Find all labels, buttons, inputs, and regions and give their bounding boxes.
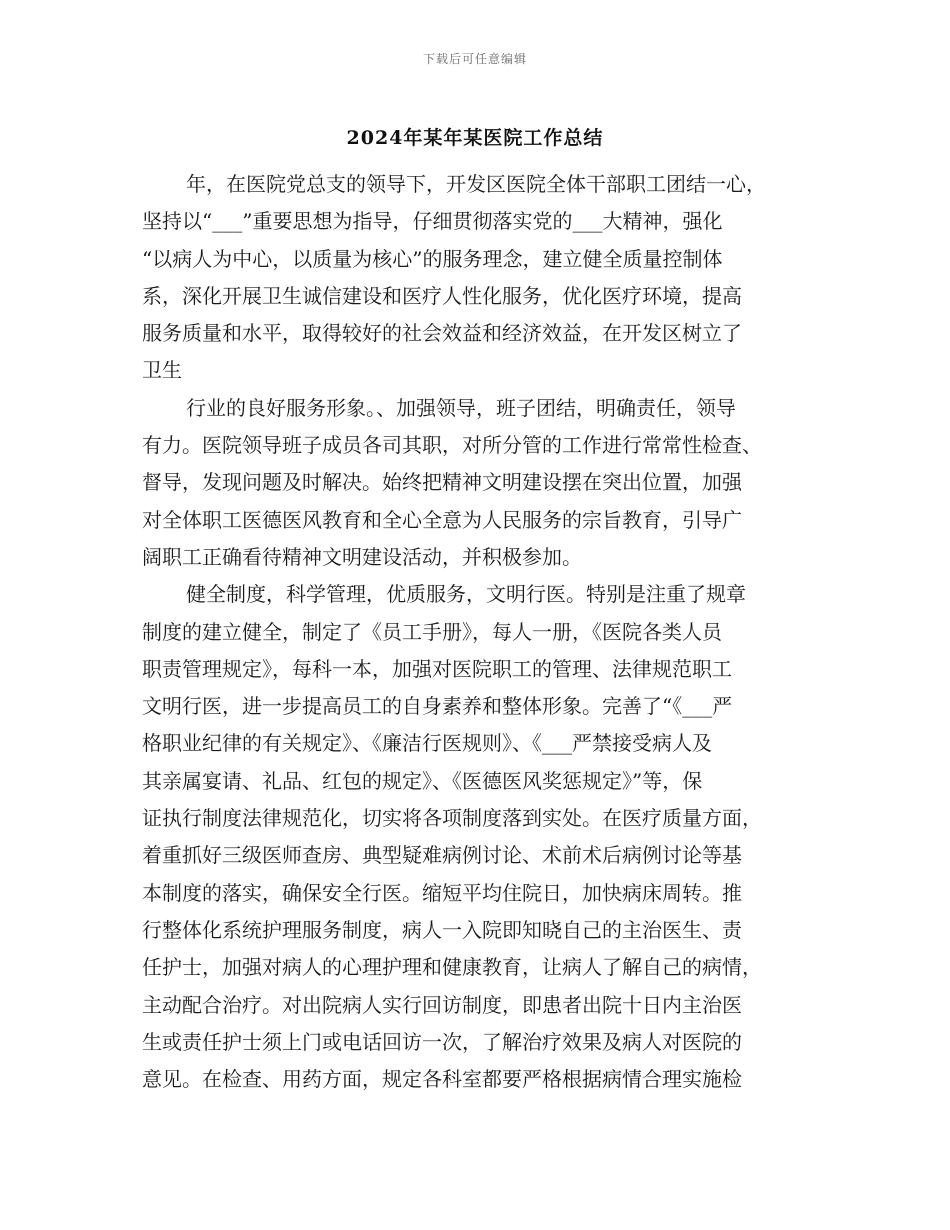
text-line: 督导，发现问题及时解决。始终把精神文明建设摆在突出位置，加强 <box>142 470 742 495</box>
text-line: 其亲属宴请、礼品、红包的规定》、《医德医风奖惩规定》”等，保 <box>142 768 703 793</box>
text-line: 文明行医，进一步提高员工的自身素养和整体形象。完善了“《___严 <box>142 694 733 719</box>
text-line: 职责管理规定》，每科一本，加强对医院职工的管理、法律规范职工 <box>142 656 732 681</box>
header-note: 下载后可任意编辑 <box>422 52 527 66</box>
text-line: 制度的建立健全，制定了《员工手册》，每人一册，《医院各类人员 <box>142 619 722 644</box>
text-line: 证执行制度法律规范化，切实将各项制度落到实处。在医疗质量方面， <box>142 806 762 831</box>
document-body <box>142 166 822 1098</box>
text-line: 行整体化系统护理服务制度，病人一入院即知晓自己的主治医生、责 <box>142 917 742 942</box>
text-line: 意见。在检查、用药方面，规定各科室都要严格根据病情合理实施检 <box>142 1067 742 1092</box>
text-line: 主动配合治疗。对出院病人实行回访制度，即患者出院十日内主治医 <box>142 992 742 1017</box>
text-line: 行业的良好服务形象。、加强领导，班子团结，明确责任，领导 <box>186 395 736 420</box>
text-line: 年，在医院党总支的领导下，开发区医院全体干部职工团结一心， <box>186 172 766 196</box>
text-line: 服务质量和水平，取得较好的社会效益和经济效益，在开发区树立了 <box>142 321 742 346</box>
text-line: 系，深化开展卫生诚信建设和医疗人性化服务，优化医疗环境，提高 <box>142 283 742 308</box>
text-line: 着重抓好三级医师查房、典型疑难病例讨论、术前术后病例讨论等基 <box>142 843 742 868</box>
document-title: 2024年某年某医院工作总结 <box>346 127 604 149</box>
text-line: 有力。医院领导班子成员各司其职，对所分管的工作进行常常性检查、 <box>142 433 762 458</box>
text-line: 健全制度，科学管理，优质服务，文明行医。特别是注重了规章 <box>186 582 746 607</box>
text-line: 坚持以“___”重要思想为指导，仔细贯彻落实党的___大精神，强化 <box>142 209 723 234</box>
text-line: 阔职工正确看待精神文明建设活动，并积极参加。 <box>142 544 582 569</box>
text-line: 本制度的落实，确保安全行医。缩短平均住院日，加快病床周转。推 <box>142 880 742 905</box>
text-line: 对全体职工医德医风教育和全心全意为人民服务的宗旨教育，引导广 <box>142 507 742 532</box>
text-line: 格职业纪律的有关规定》、《廉洁行医规则》、《___严禁接受病人及 <box>142 731 712 756</box>
text-line: 卫生 <box>142 358 182 383</box>
text-line: “以病人为中心，以质量为核心”的服务理念，建立健全质量控制体 <box>142 246 723 271</box>
text-line: 生或责任护士须上门或电话回访一次，了解治疗效果及病人对医院的 <box>142 1029 742 1054</box>
text-line: 任护士，加强对病人的心理护理和健康教育，让病人了解自己的病情， <box>142 955 762 980</box>
